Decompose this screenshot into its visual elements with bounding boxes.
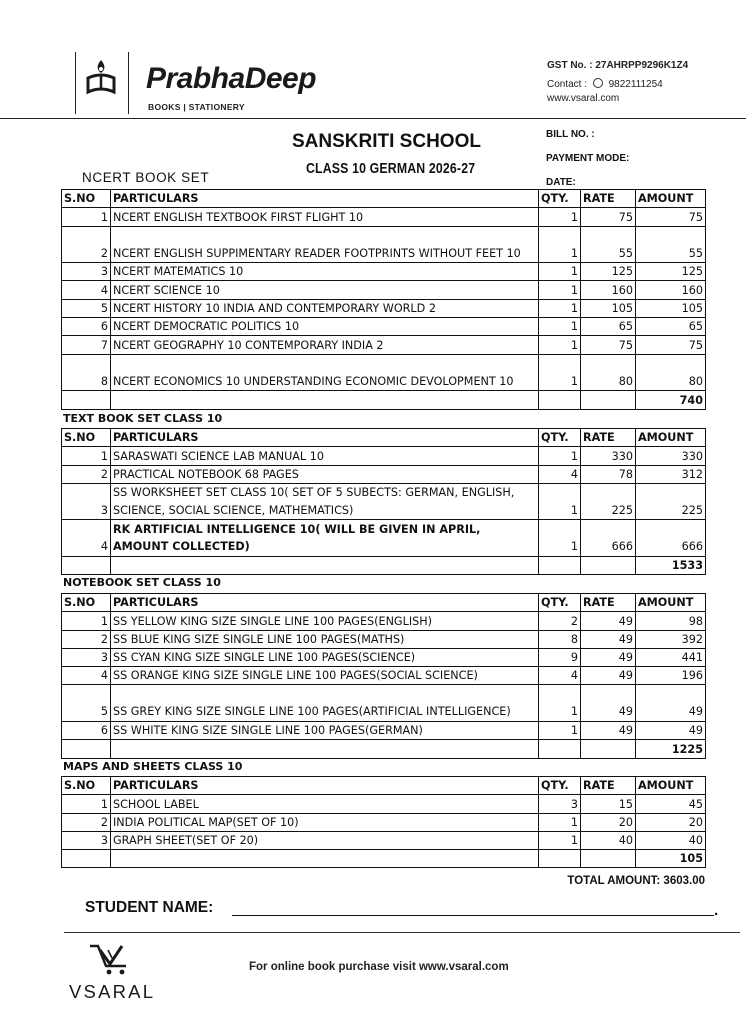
table-row <box>62 483 706 520</box>
row-qty: 1 <box>539 281 581 299</box>
empty-cell <box>111 850 539 868</box>
row-amount: 80 <box>636 354 706 391</box>
row-rate: 40 <box>581 831 636 849</box>
section-title-notebook: NOTEBOOK SET CLASS 10 <box>63 576 221 589</box>
empty-cell <box>111 557 539 575</box>
row-amount: 125 <box>636 263 706 281</box>
row-particulars: SS WHITE KING SIZE SINGLE LINE 100 PAGES(GERMAN) <box>111 722 539 740</box>
row-qty: 1 <box>539 226 581 263</box>
row-amount: 225 <box>636 483 706 520</box>
row-amount: 49 <box>636 722 706 740</box>
qty-header: QTY. <box>539 594 581 612</box>
particulars-header: PARTICULARS <box>111 190 539 208</box>
contact-label: Contact : <box>547 79 588 90</box>
school-name: SANSKRITI SCHOOL <box>292 131 481 152</box>
rate-header: RATE <box>581 777 636 795</box>
amount-header: AMOUNT <box>636 594 706 612</box>
row-amount: 666 <box>636 520 706 557</box>
row-particulars: SS CYAN KING SIZE SINGLE LINE 100 PAGES(SCIENCE) <box>111 648 539 666</box>
row-rate: 55 <box>581 226 636 263</box>
empty-cell <box>539 850 581 868</box>
table-row <box>62 813 706 831</box>
row-sno: 2 <box>62 630 111 648</box>
row-amount: 75 <box>636 336 706 354</box>
row-sno: 8 <box>62 354 111 391</box>
empty-cell <box>111 391 539 409</box>
amount-header: AMOUNT <box>636 777 706 795</box>
table-row <box>62 667 706 685</box>
row-particulars: SCHOOL LABEL <box>111 795 539 813</box>
empty-cell <box>581 391 636 409</box>
row-amount: 65 <box>636 318 706 336</box>
section-total: 1533 <box>636 557 706 575</box>
row-particulars: NCERT DEMOCRATIC POLITICS 10 <box>111 318 539 336</box>
row-rate: 49 <box>581 648 636 666</box>
contact-info <box>547 78 663 90</box>
divider <box>128 52 129 114</box>
class-line: CLASS 10 GERMAN 2026-27 <box>306 160 476 177</box>
row-sno: 6 <box>62 722 111 740</box>
sno-header: S.NO <box>62 777 111 795</box>
row-sno: 4 <box>62 667 111 685</box>
empty-cell <box>581 740 636 758</box>
table-row <box>62 281 706 299</box>
section-total: 740 <box>636 391 706 409</box>
row-particulars: GRAPH SHEET(SET OF 20) <box>111 831 539 849</box>
empty-cell <box>539 391 581 409</box>
row-rate: 49 <box>581 630 636 648</box>
bill-no-label: BILL NO. : <box>546 129 595 140</box>
row-particulars: NCERT HISTORY 10 INDIA AND CONTEMPORARY WORLD 2 <box>111 299 539 317</box>
rate-header: RATE <box>581 429 636 447</box>
vsaral-logo-text: VSARAL <box>69 981 156 1002</box>
row-rate: 105 <box>581 299 636 317</box>
row-amount: 75 <box>636 208 706 226</box>
section-title-maps: MAPS AND SHEETS CLASS 10 <box>63 760 243 773</box>
contact-number: 9822111254 <box>608 79 663 90</box>
row-sno: 1 <box>62 612 111 630</box>
footer-rule <box>64 932 740 933</box>
section-total: 1225 <box>636 740 706 758</box>
table-row <box>62 318 706 336</box>
vsaral-cart-icon <box>88 942 134 976</box>
row-qty: 2 <box>539 612 581 630</box>
row-amount: 55 <box>636 226 706 263</box>
particulars-header: PARTICULARS <box>111 429 539 447</box>
row-particulars: NCERT GEOGRAPHY 10 CONTEMPORARY INDIA 2 <box>111 336 539 354</box>
row-qty: 1 <box>539 483 581 520</box>
row-amount: 105 <box>636 299 706 317</box>
row-sno: 3 <box>62 648 111 666</box>
sno-header: S.NO <box>62 190 111 208</box>
row-particulars: PRACTICAL NOTEBOOK 68 PAGES <box>111 465 539 483</box>
row-amount: 196 <box>636 667 706 685</box>
table-row <box>62 648 706 666</box>
table-row <box>62 795 706 813</box>
maps-table <box>61 776 706 868</box>
row-sno: 5 <box>62 299 111 317</box>
sno-header: S.NO <box>62 429 111 447</box>
row-qty: 1 <box>539 831 581 849</box>
row-qty: 1 <box>539 318 581 336</box>
empty-cell <box>62 391 111 409</box>
row-rate: 78 <box>581 465 636 483</box>
row-particulars: SS WORKSHEET SET CLASS 10( SET OF 5 SUBECTS: GERMAN, ENGLISH, SCIENCE, SOCIAL SCIENCE, MATHEMATICS) <box>111 483 539 520</box>
row-particulars: INDIA POLITICAL MAP(SET OF 10) <box>111 813 539 831</box>
row-particulars: RK ARTIFICIAL INTELLIGENCE 10( WILL BE GIVEN IN APRIL, AMOUNT COLLECTED) <box>111 520 539 557</box>
row-qty: 4 <box>539 465 581 483</box>
student-name-field[interactable] <box>232 915 714 916</box>
notebook-table <box>61 593 706 759</box>
student-name-end: . <box>714 902 719 919</box>
row-amount: 330 <box>636 447 706 465</box>
row-particulars: NCERT ECONOMICS 10 UNDERSTANDING ECONOMIC DEVOLOPMENT 10 <box>111 354 539 391</box>
table-row <box>62 612 706 630</box>
row-amount: 98 <box>636 612 706 630</box>
whatsapp-icon <box>593 78 603 88</box>
row-particulars: SARASWATI SCIENCE LAB MANUAL 10 <box>111 447 539 465</box>
table-row <box>62 299 706 317</box>
row-rate: 75 <box>581 208 636 226</box>
payment-mode-label: PAYMENT MODE: <box>546 153 630 164</box>
table-row <box>62 520 706 557</box>
row-qty: 1 <box>539 354 581 391</box>
table-header <box>62 777 706 795</box>
row-sno: 2 <box>62 226 111 263</box>
row-qty: 1 <box>539 336 581 354</box>
qty-header: QTY. <box>539 190 581 208</box>
row-qty: 1 <box>539 685 581 722</box>
rate-header: RATE <box>581 594 636 612</box>
row-qty: 9 <box>539 648 581 666</box>
row-amount: 312 <box>636 465 706 483</box>
brand-name: PrabhaDeep <box>146 62 317 95</box>
row-sno: 5 <box>62 685 111 722</box>
amount-header: AMOUNT <box>636 190 706 208</box>
header <box>0 0 756 120</box>
table-row <box>62 722 706 740</box>
amount-header: AMOUNT <box>636 429 706 447</box>
row-rate: 49 <box>581 612 636 630</box>
table-row <box>62 263 706 281</box>
row-sno: 2 <box>62 465 111 483</box>
rate-header: RATE <box>581 190 636 208</box>
row-rate: 80 <box>581 354 636 391</box>
table-row <box>62 354 706 391</box>
row-amount: 160 <box>636 281 706 299</box>
row-qty: 4 <box>539 667 581 685</box>
table-header <box>62 190 706 208</box>
empty-cell <box>62 740 111 758</box>
divider <box>75 52 76 114</box>
row-sno: 7 <box>62 336 111 354</box>
total-row <box>62 391 706 409</box>
row-rate: 666 <box>581 520 636 557</box>
gst-number: GST No. : 27AHRPP9296K1Z4 <box>547 60 689 71</box>
row-sno: 1 <box>62 208 111 226</box>
student-name-label: STUDENT NAME: <box>85 899 214 916</box>
row-qty: 1 <box>539 520 581 557</box>
grand-total: TOTAL AMOUNT: 3603.00 <box>567 875 705 887</box>
website: www.vsaral.com <box>547 93 620 104</box>
row-sno: 3 <box>62 263 111 281</box>
row-particulars: SS YELLOW KING SIZE SINGLE LINE 100 PAGES(ENGLISH) <box>111 612 539 630</box>
row-qty: 1 <box>539 299 581 317</box>
qty-header: QTY. <box>539 777 581 795</box>
row-rate: 330 <box>581 447 636 465</box>
section-title-textbook: TEXT BOOK SET CLASS 10 <box>63 412 223 425</box>
section-title-ncert: NCERT BOOK SET <box>82 170 210 185</box>
empty-cell <box>62 557 111 575</box>
row-particulars: NCERT SCIENCE 10 <box>111 281 539 299</box>
row-rate: 49 <box>581 685 636 722</box>
row-rate: 20 <box>581 813 636 831</box>
row-rate: 65 <box>581 318 636 336</box>
table-header <box>62 429 706 447</box>
prabhadeep-logo-icon <box>84 58 118 98</box>
table-row <box>62 465 706 483</box>
table-row <box>62 336 706 354</box>
row-rate: 49 <box>581 667 636 685</box>
empty-cell <box>581 850 636 868</box>
empty-cell <box>581 557 636 575</box>
table-row <box>62 685 706 722</box>
row-sno: 3 <box>62 831 111 849</box>
row-particulars: SS ORANGE KING SIZE SINGLE LINE 100 PAGES(SOCIAL SCIENCE) <box>111 667 539 685</box>
particulars-header: PARTICULARS <box>111 777 539 795</box>
total-row <box>62 740 706 758</box>
header-rule <box>0 118 746 119</box>
table-row <box>62 447 706 465</box>
row-rate: 15 <box>581 795 636 813</box>
sno-header: S.NO <box>62 594 111 612</box>
ncert-table <box>61 189 706 410</box>
row-sno: 6 <box>62 318 111 336</box>
row-amount: 40 <box>636 831 706 849</box>
row-particulars: SS GREY KING SIZE SINGLE LINE 100 PAGES(ARTIFICIAL INTELLIGENCE) <box>111 685 539 722</box>
footer-online-text: For online book purchase visit www.vsaral.com <box>249 961 509 973</box>
row-qty: 1 <box>539 208 581 226</box>
section-total: 105 <box>636 850 706 868</box>
empty-cell <box>539 740 581 758</box>
row-sno: 1 <box>62 447 111 465</box>
row-amount: 45 <box>636 795 706 813</box>
brand-tagline: BOOKS | STATIONERY <box>148 102 245 112</box>
row-qty: 1 <box>539 263 581 281</box>
row-amount: 441 <box>636 648 706 666</box>
row-sno: 3 <box>62 483 111 520</box>
row-qty: 1 <box>539 447 581 465</box>
row-sno: 4 <box>62 520 111 557</box>
row-sno: 1 <box>62 795 111 813</box>
table-row <box>62 208 706 226</box>
row-qty: 1 <box>539 722 581 740</box>
row-qty: 3 <box>539 795 581 813</box>
row-rate: 125 <box>581 263 636 281</box>
particulars-header: PARTICULARS <box>111 594 539 612</box>
total-row <box>62 850 706 868</box>
table-row <box>62 226 706 263</box>
row-particulars: SS BLUE KING SIZE SINGLE LINE 100 PAGES(MATHS) <box>111 630 539 648</box>
row-qty: 8 <box>539 630 581 648</box>
total-row <box>62 557 706 575</box>
empty-cell <box>62 850 111 868</box>
row-rate: 75 <box>581 336 636 354</box>
row-particulars: NCERT ENGLISH TEXTBOOK FIRST FLIGHT 10 <box>111 208 539 226</box>
row-rate: 160 <box>581 281 636 299</box>
row-rate: 225 <box>581 483 636 520</box>
empty-cell <box>111 740 539 758</box>
row-amount: 20 <box>636 813 706 831</box>
row-qty: 1 <box>539 813 581 831</box>
textbook-table <box>61 428 706 575</box>
date-label: DATE: <box>546 177 576 188</box>
row-rate: 49 <box>581 722 636 740</box>
row-particulars: NCERT MATEMATICS 10 <box>111 263 539 281</box>
empty-cell <box>539 557 581 575</box>
row-amount: 392 <box>636 630 706 648</box>
row-amount: 49 <box>636 685 706 722</box>
row-particulars: NCERT ENGLISH SUPPIMENTARY READER FOOTPRINTS WITHOUT FEET 10 <box>111 226 539 263</box>
table-row <box>62 831 706 849</box>
table-row <box>62 630 706 648</box>
row-sno: 2 <box>62 813 111 831</box>
qty-header: QTY. <box>539 429 581 447</box>
row-sno: 4 <box>62 281 111 299</box>
table-header <box>62 594 706 612</box>
